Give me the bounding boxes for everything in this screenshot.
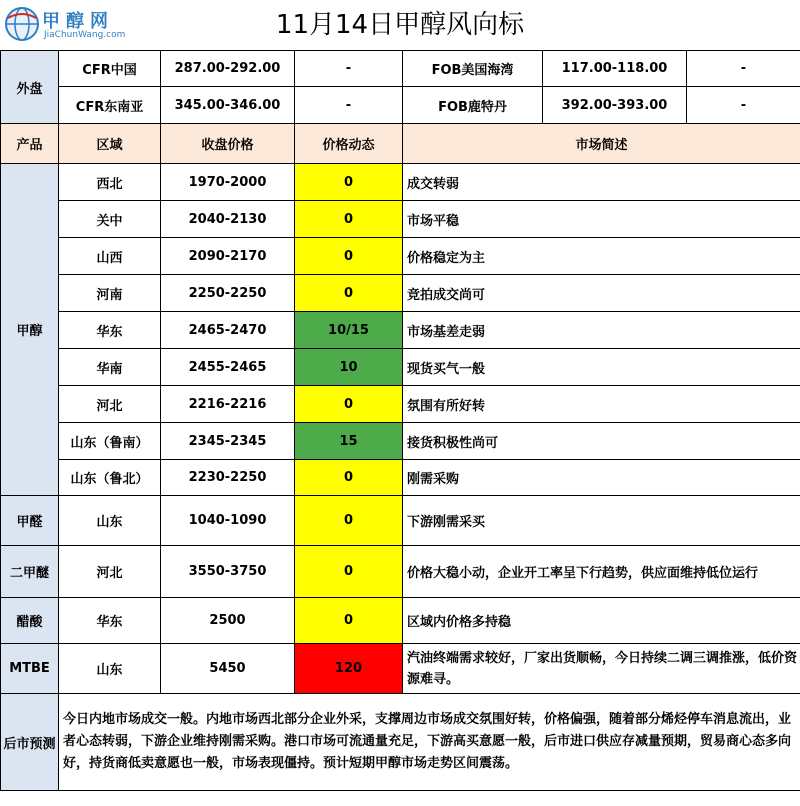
col-header-market-desc: 市场简述 (403, 124, 800, 164)
col-header-region: 区域 (59, 124, 161, 164)
region-cell: 山东（鲁南） (59, 423, 161, 460)
region-cell: 河北 (59, 386, 161, 423)
table-row (1, 496, 800, 546)
title-row (0, 0, 800, 50)
logo-text-en: JiaChunWang.com (44, 30, 126, 40)
desc-cell: 刚需采购 (403, 460, 800, 496)
price-cell: 2455-2465 (161, 349, 295, 386)
change-cell: 10/15 (295, 312, 403, 349)
change-cell: 10 (295, 349, 403, 386)
outer-name: CFR东南亚 (59, 87, 161, 124)
region-cell: 关中 (59, 201, 161, 238)
product-cell: 二甲醚 (1, 546, 59, 598)
desc-cell: 竞拍成交尚可 (403, 275, 800, 312)
table-row (1, 423, 800, 460)
table-row (1, 164, 800, 201)
price-cell: 2216-2216 (161, 386, 295, 423)
desc-cell: 下游刚需采买 (403, 496, 800, 546)
outer-name: FOB美国海湾 (403, 51, 543, 87)
change-cell: 120 (295, 644, 403, 694)
outer-name: CFR中国 (59, 51, 161, 87)
price-cell: 1970-2000 (161, 164, 295, 201)
outer-name: FOB鹿特丹 (403, 87, 543, 124)
desc-cell: 接货积极性尚可 (403, 423, 800, 460)
table-row (1, 598, 800, 644)
change-cell: 0 (295, 598, 403, 644)
price-table (0, 50, 800, 791)
desc-cell: 氛围有所好转 (403, 386, 800, 423)
region-cell: 山东 (59, 496, 161, 546)
outer-market-label: 外盘 (1, 51, 59, 124)
table-row (1, 546, 800, 598)
region-cell: 山东（鲁北） (59, 460, 161, 496)
change-cell: 0 (295, 546, 403, 598)
change-cell: 0 (295, 275, 403, 312)
product-cell: 甲醛 (1, 496, 59, 546)
table-row (1, 275, 800, 312)
outer-row (1, 87, 800, 124)
change-cell: 0 (295, 496, 403, 546)
table-row (1, 386, 800, 423)
logo-text-cn: 甲醇网 (42, 11, 114, 32)
column-header-row (1, 124, 800, 164)
price-cell: 2345-2345 (161, 423, 295, 460)
table-row (1, 644, 800, 694)
change-cell: 0 (295, 386, 403, 423)
desc-cell: 价格稳定为主 (403, 238, 800, 275)
outer-row (1, 51, 800, 87)
price-cell: 2040-2130 (161, 201, 295, 238)
desc-cell: 汽油终端需求较好，厂家出货顺畅，今日持续二调三调推涨，低价资源难寻。 (403, 644, 800, 694)
table-row (1, 349, 800, 386)
outer-change: - (687, 87, 800, 124)
col-header-price-change: 价格动态 (295, 124, 403, 164)
table-row (1, 460, 800, 496)
change-cell: 15 (295, 423, 403, 460)
forecast-text: 今日内地市场成交一般。内地市场西北部分企业外采，支撑周边市场成交氛围好转，价格偏强，随着部分烯烃停车消息流出，业者心态转弱，下游企业维持刚需采购。港口市场可流通量充足，下游高买意愿一般，后市进口供应存减量预期，贸易商心态多向好，持货商低卖意愿也一般，市场表现僵持。预计短期甲醇市场走势区间震荡。 (59, 694, 800, 791)
price-cell: 1040-1090 (161, 496, 295, 546)
desc-cell: 区域内价格多持稳 (403, 598, 800, 644)
price-cell: 2500 (161, 598, 295, 644)
col-header-product: 产品 (1, 124, 59, 164)
page-title: 11月14日甲醇风向标 (275, 10, 525, 40)
product-cell: 醋酸 (1, 598, 59, 644)
price-cell: 2230-2250 (161, 460, 295, 496)
desc-cell: 市场平稳 (403, 201, 800, 238)
region-cell: 山东 (59, 644, 161, 694)
price-cell: 5450 (161, 644, 295, 694)
outer-change: - (295, 87, 403, 124)
desc-cell: 现货买气一般 (403, 349, 800, 386)
outer-change: - (687, 51, 800, 87)
region-cell: 山西 (59, 238, 161, 275)
desc-cell: 价格大稳小动，企业开工率呈下行趋势，供应面维持低位运行 (403, 546, 800, 598)
region-cell: 华南 (59, 349, 161, 386)
outer-price: 345.00-346.00 (161, 87, 295, 124)
price-cell: 2465-2470 (161, 312, 295, 349)
change-cell: 0 (295, 164, 403, 201)
price-cell: 2090-2170 (161, 238, 295, 275)
region-cell: 华东 (59, 598, 161, 644)
forecast-label: 后市预测 (1, 694, 59, 791)
table-row (1, 201, 800, 238)
col-header-close-price: 收盘价格 (161, 124, 295, 164)
desc-cell: 市场基差走弱 (403, 312, 800, 349)
desc-cell: 成交转弱 (403, 164, 800, 201)
region-cell: 河南 (59, 275, 161, 312)
region-cell: 西北 (59, 164, 161, 201)
price-cell: 3550-3750 (161, 546, 295, 598)
region-cell: 华东 (59, 312, 161, 349)
product-cell: MTBE (1, 644, 59, 694)
forecast-row (1, 694, 800, 791)
product-cell: 甲醇 (1, 164, 59, 496)
outer-price: 392.00-393.00 (543, 87, 687, 124)
change-cell: 0 (295, 201, 403, 238)
table-row (1, 312, 800, 349)
price-cell: 2250-2250 (161, 275, 295, 312)
outer-price: 287.00-292.00 (161, 51, 295, 87)
change-cell: 0 (295, 238, 403, 275)
outer-price: 117.00-118.00 (543, 51, 687, 87)
region-cell: 河北 (59, 546, 161, 598)
outer-change: - (295, 51, 403, 87)
change-cell: 0 (295, 460, 403, 496)
table-row (1, 238, 800, 275)
